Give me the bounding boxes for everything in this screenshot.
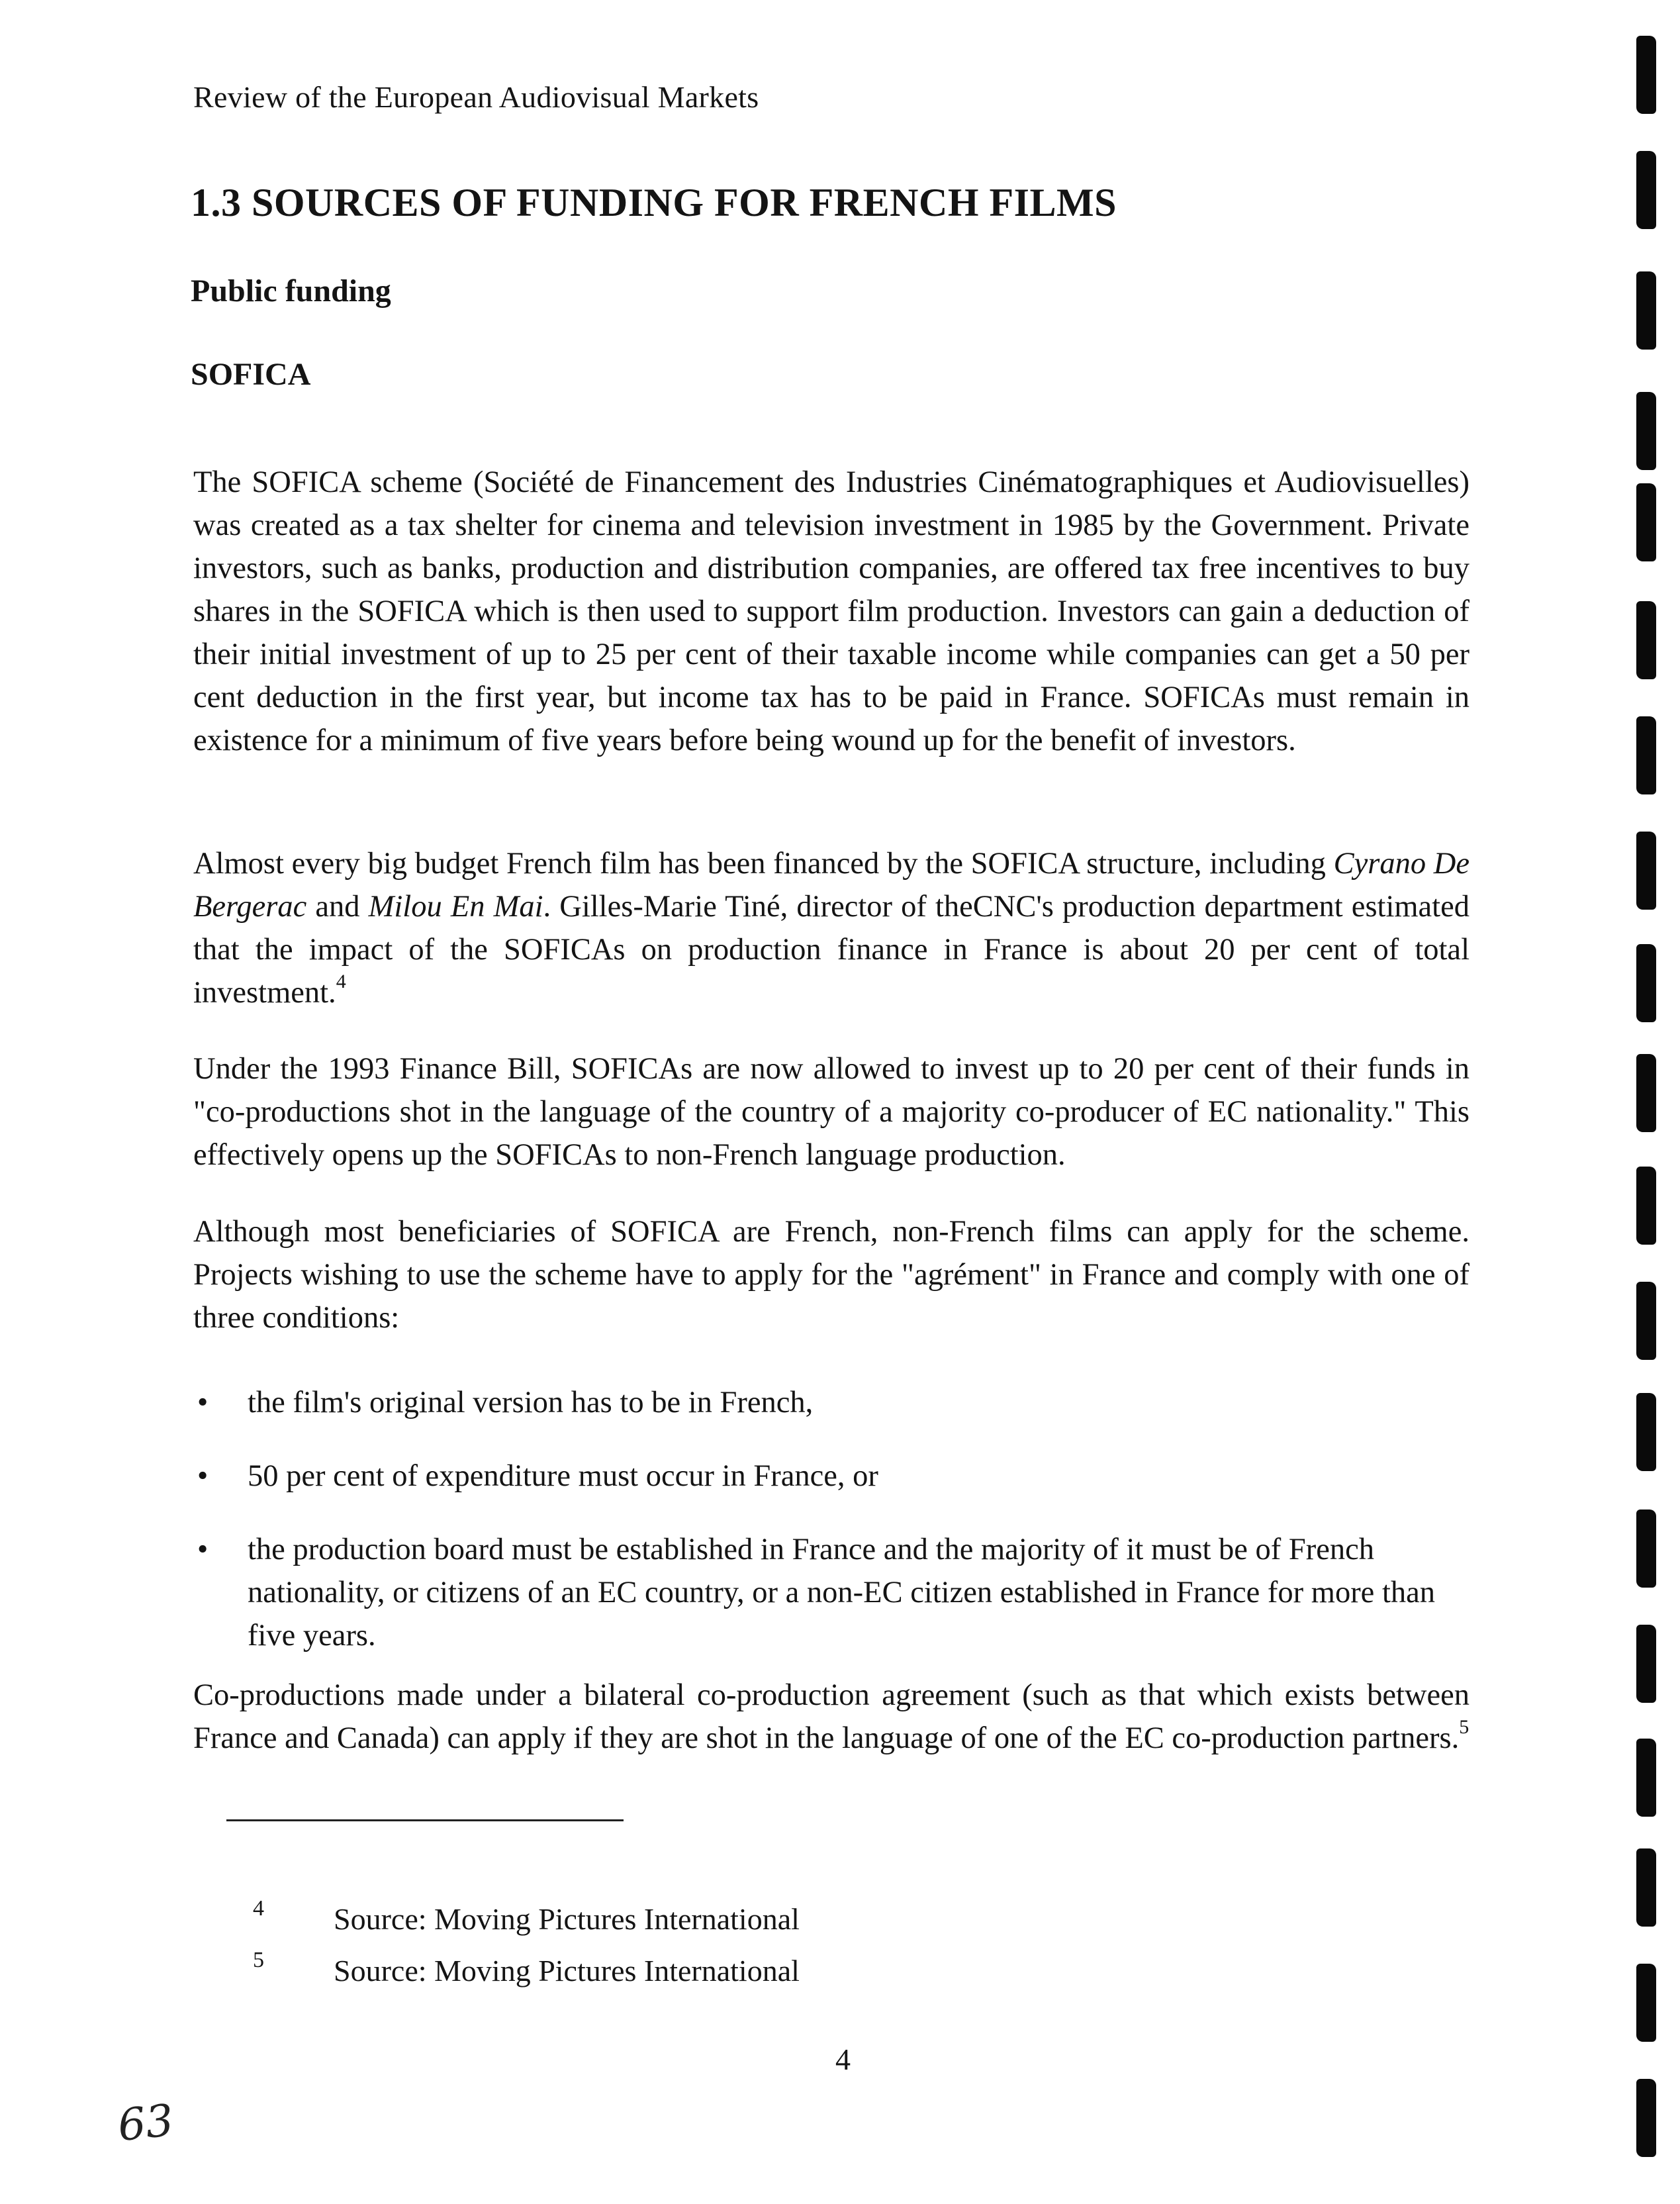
binding-holes [1636, 26, 1665, 2185]
page-number: 4 [835, 2042, 851, 2076]
footnote-number: 4 [253, 1896, 264, 1921]
bullet-marker: • [197, 1386, 209, 1419]
binding-hole [1636, 483, 1656, 561]
binding-hole [1636, 1509, 1656, 1588]
binding-hole [1636, 601, 1656, 679]
binding-hole [1636, 1393, 1656, 1471]
binding-hole [1636, 151, 1656, 229]
footnote-reference: 5 [1459, 1716, 1470, 1738]
paragraph-co-productions [193, 1674, 1470, 1760]
list-item [193, 1528, 1470, 1657]
running-header: Review of the European Audiovisual Markets [193, 80, 759, 114]
list-item [193, 1455, 1470, 1498]
footnote-text: Source: Moving Pictures International [334, 1954, 800, 1988]
binding-hole [1636, 1054, 1656, 1132]
binding-hole [1636, 36, 1656, 114]
paragraph-finance-bill: Under the 1993 Finance Bill, SOFICAs are now allowed to invest up to 20 per cent of their funds in "co-productions shot in the language of the country of a majority co-producer of EC nationality." This effectively opens up the SOFICAs to non-French language production. [193, 1052, 1470, 1172]
paragraph-text: Co-productions made under a bilateral co-production agreement (such as that which exists between France and Canada) can apply if they are shot in the language of one of the EC co-production partners. [193, 1678, 1470, 1755]
footnote-divider [226, 1819, 624, 1821]
section-title: 1.3 SOURCES OF FUNDING FOR FRENCH FILMS [191, 181, 1117, 224]
paragraph-text: and [306, 890, 369, 924]
paragraph-text: . Gilles-Marie Tiné, director of theCNC's production department estimated that the impact of the SOFICAs on production finance in France is about 20 per cent of total investment. [193, 890, 1470, 1010]
film-title: Milou En Mai [368, 890, 543, 924]
bullet-marker: • [197, 1459, 209, 1493]
binding-hole [1636, 944, 1656, 1022]
footnote-reference: 4 [336, 971, 346, 992]
binding-hole [1636, 1848, 1656, 1927]
binding-hole [1636, 392, 1656, 470]
binding-hole [1636, 1282, 1656, 1360]
paragraph-conditions-intro: Although most beneficiaries of SOFICA are French, non-French films can apply for the scheme. Projects wishing to use the scheme have to apply for the "agrément" in France and comply with one of three conditions: [193, 1215, 1470, 1335]
binding-hole [1636, 1964, 1656, 2042]
binding-hole [1636, 1625, 1656, 1703]
binding-hole [1636, 2079, 1656, 2157]
footnote-number: 5 [253, 1948, 264, 1972]
binding-hole [1636, 1167, 1656, 1245]
conditions-list [193, 1381, 1470, 1688]
handwritten-mark: 63 [115, 2094, 176, 2152]
film-title: Cyrano De Bergerac [193, 847, 1470, 924]
binding-hole [1636, 271, 1656, 350]
footnote [253, 1948, 800, 1988]
footnote-text: Source: Moving Pictures International [334, 1902, 800, 1936]
bullet-marker: • [197, 1533, 209, 1566]
subheading-public-funding: Public funding [191, 273, 391, 309]
list-item-text: the production board must be established in France and the majority of it must be of French nationality, or citizens of an EC country, or a non-EC citizen established in France for more than five years. [248, 1533, 1435, 1653]
list-item-text: 50 per cent of expenditure must occur in France, or [248, 1459, 878, 1493]
binding-hole [1636, 832, 1656, 910]
binding-hole [1636, 1739, 1656, 1817]
list-item [193, 1381, 1470, 1424]
list-item-text: the film's original version has to be in French, [248, 1386, 814, 1419]
binding-hole [1636, 716, 1656, 794]
subheading-sofica: SOFICA [191, 357, 311, 392]
paragraph-text: Almost every big budget French film has been financed by the SOFICA structure, including [193, 847, 1334, 881]
paragraph-big-budget-films [193, 842, 1470, 1014]
footnote [253, 1896, 800, 1937]
paragraph-sofica-scheme: The SOFICA scheme (Société de Financement des Industries Cinématographiques et Audiovisuelles) was created as a tax shelter for cinema and television investment in 1985 by the Government. Private investors, such as banks, production and distribution companies, are offered tax free incentives to buy shares in the SOFICA which is then used to support film production. Investors can gain a deduction of their initial investment of up to 25 per cent of their taxable income while companies can get a 50 per cent deduction in the first year, but income tax has to be paid in France. SOFICAs must remain in existence for a minimum of five years before being wound up for the benefit of investors. [193, 465, 1470, 757]
